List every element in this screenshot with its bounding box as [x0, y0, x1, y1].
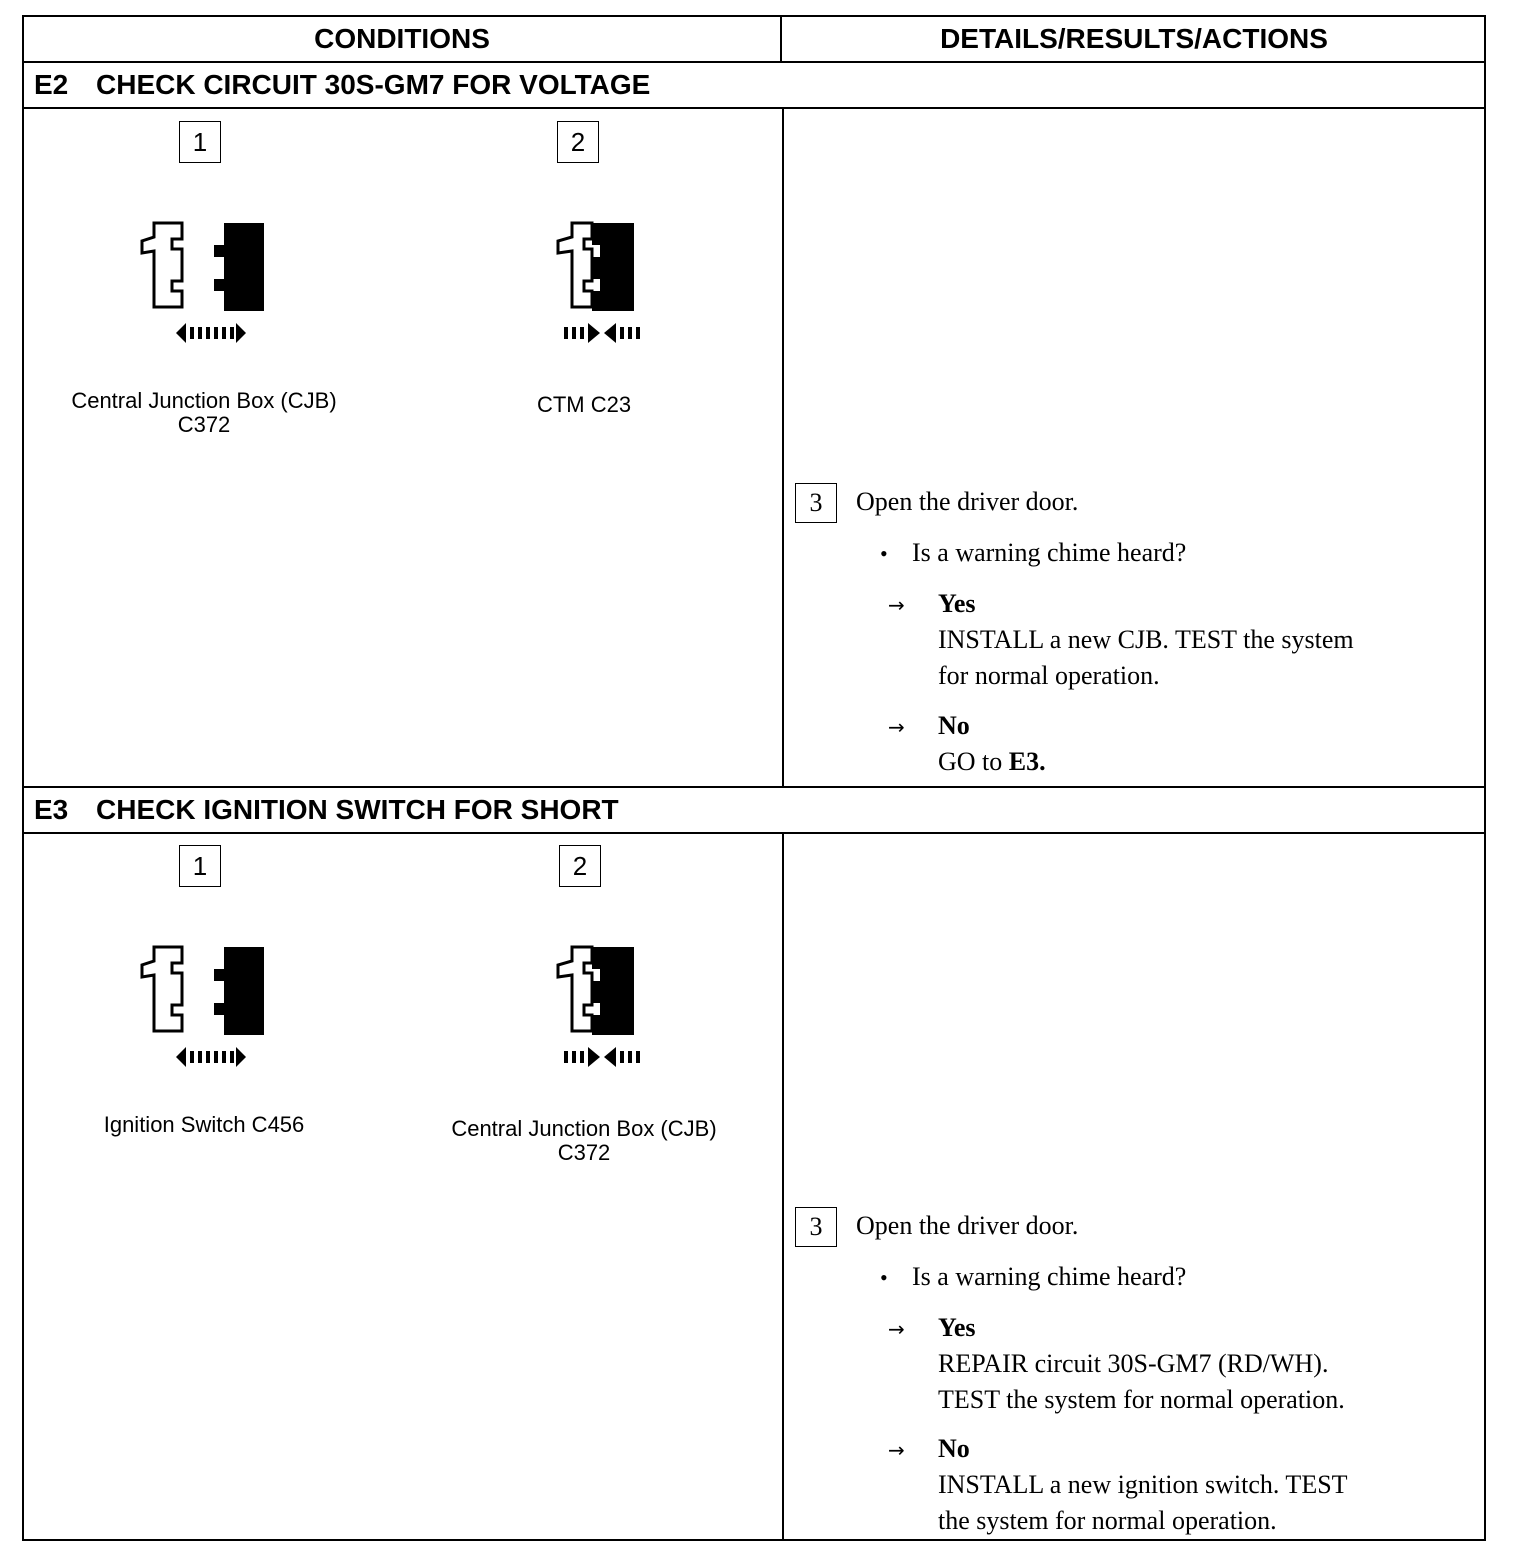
- arrow-right-icon: →: [888, 715, 905, 739]
- column-divider: [782, 834, 784, 1541]
- conditions-header: CONDITIONS: [24, 17, 782, 63]
- bullet-icon: •: [880, 1265, 888, 1290]
- diagnostic-table: [22, 15, 1486, 1541]
- no-result: [938, 1431, 1348, 1539]
- details-header: DETAILS/RESULTS/ACTIONS: [782, 17, 1486, 63]
- no-action-line: the system for normal operation.: [938, 1506, 1277, 1535]
- step-number-box: 2: [557, 121, 599, 163]
- bullet-icon: •: [880, 541, 888, 566]
- connector-disconnected-icon: [134, 211, 284, 351]
- caption-line: Central Junction Box (CJB): [451, 1116, 717, 1141]
- step-number-box: 3: [795, 1207, 837, 1247]
- yes-label: Yes: [938, 1313, 976, 1342]
- connector-connected-icon: [534, 211, 684, 351]
- instruction-text: Open the driver door.: [856, 487, 1079, 516]
- yes-result: [938, 1310, 1345, 1418]
- connector-caption: [34, 389, 374, 437]
- arrow-right-icon: →: [888, 593, 905, 617]
- question-text: Is a warning chime heard?: [912, 1262, 1187, 1291]
- no-result: [938, 708, 1046, 780]
- step-e3-title: [24, 788, 1486, 834]
- no-action-text: GO to: [938, 747, 1009, 776]
- instruction-text: Open the driver door.: [856, 1211, 1079, 1240]
- step-code: E3: [34, 794, 69, 825]
- question-text: Is a warning chime heard?: [912, 538, 1187, 567]
- arrow-right-icon: →: [888, 1438, 905, 1462]
- caption-line: Central Junction Box (CJB): [71, 388, 337, 413]
- yes-action-line: for normal operation.: [938, 661, 1160, 690]
- no-label: No: [938, 711, 970, 740]
- caption-line: C372: [557, 1140, 611, 1165]
- caption-line: C372: [177, 412, 231, 437]
- step-title-text: CHECK CIRCUIT 30S-GM7 FOR VOLTAGE: [96, 69, 651, 100]
- no-action-line: INSTALL a new ignition switch. TEST: [938, 1470, 1348, 1499]
- step-number-box: 1: [179, 845, 221, 887]
- yes-action-line: INSTALL a new CJB. TEST the system: [938, 625, 1354, 654]
- next-step-link[interactable]: E3.: [1008, 747, 1046, 776]
- yes-label: Yes: [938, 589, 976, 618]
- connector-caption: [424, 1117, 744, 1165]
- yes-result: [938, 586, 1354, 694]
- no-label: No: [938, 1434, 970, 1463]
- step-title-text: CHECK IGNITION SWITCH FOR SHORT: [96, 794, 619, 825]
- arrow-right-icon: →: [888, 1317, 905, 1341]
- connector-caption: [54, 1113, 354, 1137]
- connector-caption: [444, 393, 724, 417]
- step-number-box: 3: [795, 483, 837, 523]
- column-divider: [782, 109, 784, 786]
- yes-action-line: REPAIR circuit 30S-GM7 (RD/WH).: [938, 1349, 1329, 1378]
- caption-line: Ignition Switch C456: [103, 1112, 305, 1137]
- step-code: E2: [34, 69, 69, 100]
- step-e2-title: [24, 63, 1486, 109]
- yes-action-line: TEST the system for normal operation.: [938, 1385, 1345, 1414]
- caption-line: CTM C23: [536, 392, 632, 417]
- connector-disconnected-icon: [134, 935, 284, 1075]
- connector-connected-icon: [534, 935, 684, 1075]
- step-number-box: 2: [559, 845, 601, 887]
- step-number-box: 1: [179, 121, 221, 163]
